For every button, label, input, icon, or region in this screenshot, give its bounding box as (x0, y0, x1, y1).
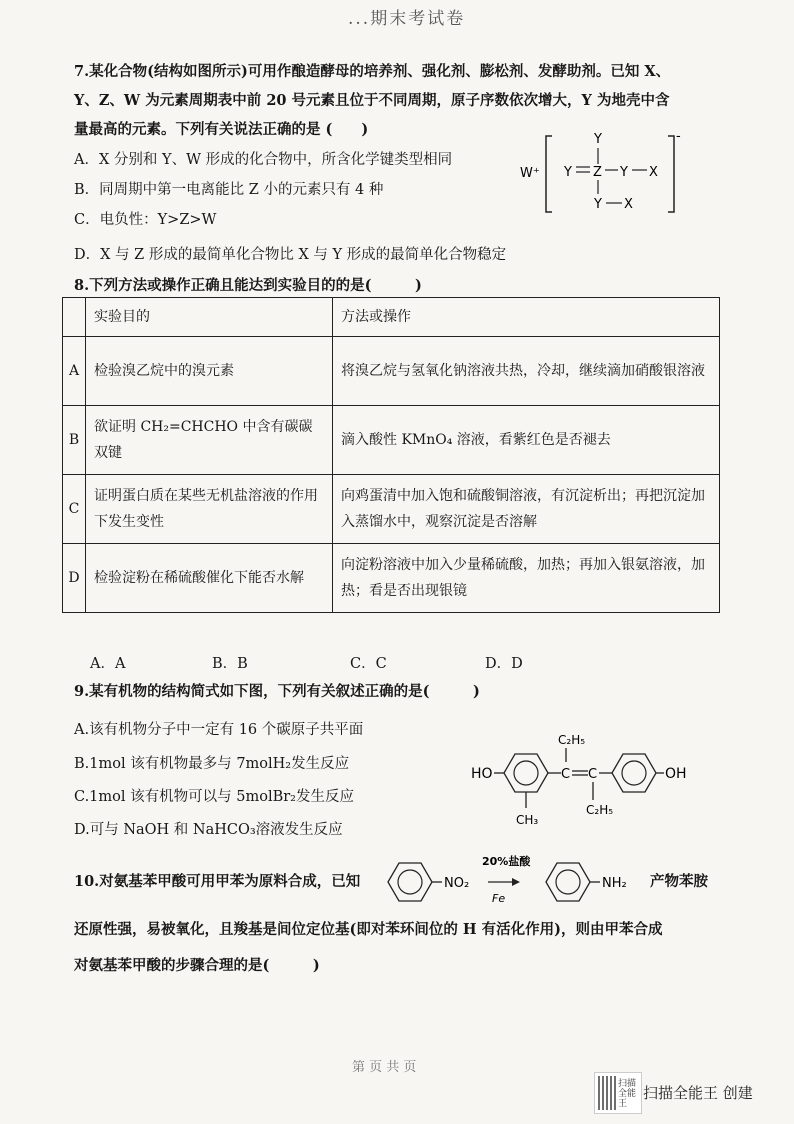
q10-reaction-diagram (382, 852, 682, 914)
q10-benzene-1-ring (398, 870, 422, 894)
scanner-brand-label: 扫描全能王 创建 (643, 1084, 753, 1102)
q7-structure-diagram (510, 126, 690, 222)
q9-option-a: A.该有机物分子中一定有 16 个碳原子共平面 (74, 722, 364, 738)
scanner-logo-text: 扫描全能王 (618, 1079, 637, 1109)
table-row (63, 337, 720, 406)
table-header-label (63, 298, 86, 337)
q10-arrow-head (512, 878, 520, 886)
q7-cation-w: W⁺ (520, 166, 540, 181)
row-purpose: 检验溴乙烷中的溴元素 (86, 337, 333, 406)
page-header: ...期末考试卷 (348, 9, 466, 29)
q7-right-bracket (668, 136, 674, 212)
q10-stem-pre: 10.对氨基苯甲酸可用甲苯为原料合成，已知 (74, 873, 361, 890)
row-label: D (63, 544, 86, 613)
q7-charge: - (676, 129, 681, 144)
q7-x-bottom: X (624, 197, 633, 212)
row-label: B (63, 406, 86, 475)
row-method: 向鸡蛋清中加入饱和硫酸铜溶液，有沉淀析出；再把沉淀加入蒸馏水中，观察沉淀是否溶解 (333, 475, 720, 544)
row-purpose: 欲证明 CH₂=CHCHO 中含有碳碳双键 (86, 406, 333, 475)
q9-benzene-right (612, 754, 656, 792)
table-header-row (63, 298, 720, 337)
q7-z-center: Z (593, 165, 602, 180)
q7-stem-line3: 量最高的元素。下列有关说法正确的是 ( ) (74, 121, 369, 138)
scanner-logo (594, 1072, 642, 1114)
row-purpose: 证明蛋白质在某些无机盐溶液的作用下发生变性 (86, 475, 333, 544)
q10-stem-line3: 对氨基苯甲酸的步骤合理的是( ) (74, 957, 320, 974)
table-header-purpose: 实验目的 (86, 298, 333, 337)
q7-option-c: C．电负性：Y>Z>W (74, 212, 217, 228)
q9-methyl: CH₃ (516, 813, 539, 827)
row-method: 向淀粉溶液中加入少量稀硫酸，加热；再加入银氨溶液，加热；看是否出现银镜 (333, 544, 720, 613)
q9-option-b: B.1mol 该有机物最多与 7molH₂发生反应 (74, 756, 350, 772)
q9-oh-label: OH (665, 766, 687, 782)
q9-ho-label: HO (471, 766, 493, 782)
q10-condition-bottom: Fe (492, 892, 506, 905)
q9-structure-diagram (466, 728, 696, 828)
q8-answer-a: A．A (90, 656, 126, 672)
row-label: A (63, 337, 86, 406)
q10-benzene-2 (546, 863, 590, 901)
q7-option-d: D．X 与 Z 形成的最简单化合物比 X 与 Y 形成的最简单化合物稳定 (74, 247, 507, 263)
q7-option-a: A．X 分别和 Y、W 形成的化合物中，所含化学键类型相同 (74, 152, 453, 168)
q8-stem: 8.下列方法或操作正确且能达到实验目的的是( ) (74, 277, 422, 294)
q10-stem-line2: 还原性强，易被氧化，且羧基是间位定位基(即对苯环间位的 H 有活化作用)，则由甲苯合成 (74, 921, 663, 938)
q7-stem-line1: 7.某化合物(结构如图所示)可用作酿造酵母的培养剂、强化剂、膨松剂、发酵助剂。已知 X、 (74, 63, 671, 80)
q7-stem-line2: Y、Z、W 为元素周期表中前 20 号元素且位于不同周期，原子序数依次增大，Y 为地壳中含 (74, 92, 670, 109)
q9-ethyl-bottom: C₂H₅ (586, 803, 614, 817)
table-row (63, 544, 720, 613)
q9-c2: C (588, 767, 598, 782)
q8-answer-b: B．B (212, 656, 248, 672)
table-row (63, 406, 720, 475)
q7-option-b: B．同周期中第一电离能比 Z 小的元素只有 4 种 (74, 182, 384, 198)
row-method: 将溴乙烷与氢氧化钠溶液共热，冷却，继续滴加硝酸银溶液 (333, 337, 720, 406)
row-label: C (63, 475, 86, 544)
q9-stem: 9.某有机物的结构简式如下图，下列有关叙述正确的是( ) (74, 683, 480, 700)
q9-benzene-left (504, 754, 548, 792)
q10-benzene-1 (388, 863, 432, 901)
q8-answer-d: D．D (485, 656, 523, 672)
q10-stem-post: 产物苯胺 (650, 873, 708, 890)
q7-left-bracket (546, 136, 552, 212)
q10-condition-top: 20%盐酸 (482, 855, 531, 868)
page-footer: 第 页 共 页 (352, 1060, 417, 1075)
row-method: 滴入酸性 KMnO₄ 溶液，看紫红色是否褪去 (333, 406, 720, 475)
q10-nh2: NH₂ (602, 876, 627, 891)
table-header-method: 方法或操作 (333, 298, 720, 337)
q9-ethyl-top: C₂H₅ (558, 733, 586, 747)
qr-code-icon (598, 1076, 616, 1110)
q9-option-d: D.可与 NaOH 和 NaHCO₃溶液发生反应 (74, 822, 343, 838)
q7-y-left: Y (564, 165, 572, 180)
q7-y-top: Y (594, 132, 602, 147)
row-purpose: 检验淀粉在稀硫酸催化下能否水解 (86, 544, 333, 613)
q10-no2: NO₂ (444, 876, 470, 891)
q9-benzene-right-ring (622, 761, 646, 785)
q7-x-right: X (649, 165, 658, 180)
q8-experiment-table (62, 297, 720, 613)
table-row (63, 475, 720, 544)
q9-c1: C (561, 767, 571, 782)
q10-benzene-2-ring (556, 870, 580, 894)
q7-y-bottom: Y (594, 197, 602, 212)
q7-y-right: Y (620, 165, 628, 180)
q9-benzene-left-ring (514, 761, 538, 785)
q8-answer-c: C．C (350, 656, 387, 672)
q9-option-c: C.1mol 该有机物可以与 5molBr₂发生反应 (74, 789, 354, 805)
